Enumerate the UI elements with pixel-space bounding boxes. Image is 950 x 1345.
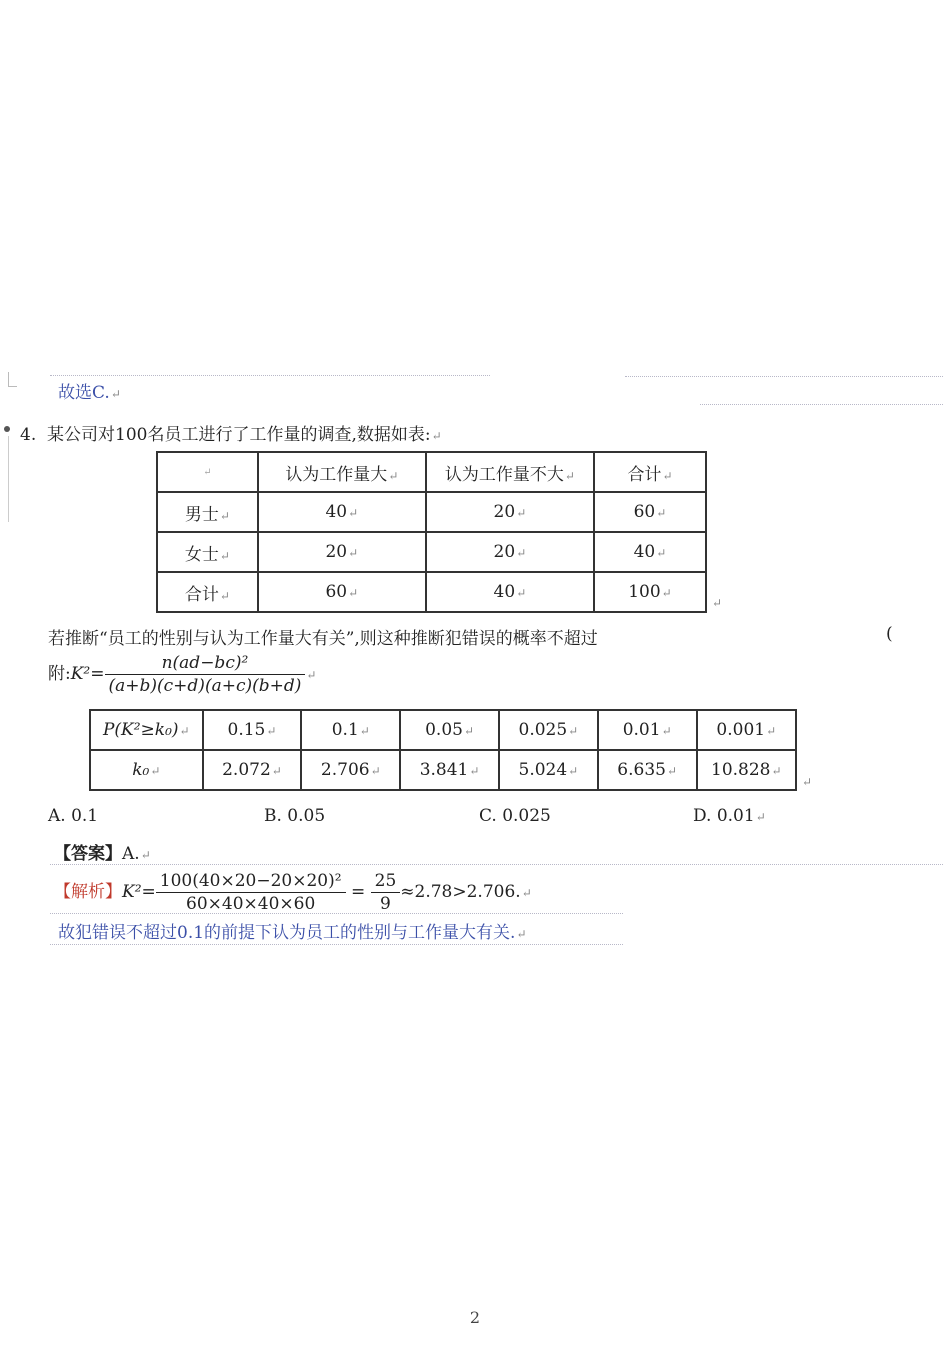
prev-conclusion: 故选C.↵ [58, 383, 121, 403]
table-cell: 0.025↵ [499, 710, 598, 750]
table-row [157, 572, 706, 612]
table-cell: 0.1↵ [301, 710, 400, 750]
answer: 【答案】A.↵ [54, 844, 151, 864]
table-cell: 男士↵ [157, 492, 258, 532]
choice-c: C. 0.025 [479, 806, 551, 826]
table-cell: 6.635↵ [598, 750, 697, 790]
table-cell: 合计↵ [157, 572, 258, 612]
table-cell: 0.01↵ [598, 710, 697, 750]
table-cell: 5.024↵ [499, 750, 598, 790]
contingency-table [156, 451, 707, 613]
analysis-fraction-2: $\frac{25}{9}$ [371, 870, 401, 915]
divider-line [625, 376, 943, 377]
answer-paren: ( [886, 624, 893, 644]
page-number: 2 [469, 1308, 481, 1327]
formula: 附:K²= $\frac{\text{n(ad−bc)²}}{(a+b)(c+d)(a+c)(b+d)}$ ↵ [48, 653, 317, 696]
table-row [157, 532, 706, 572]
table-header-row [157, 452, 706, 492]
divider-line [700, 404, 943, 405]
analysis-formula: 【解析】K²= $\frac{\text{100(40×20−20×20)²}}{60\times 40\times 40\times 60}$ = $\frac{25}{9}$ ≈2.78>2.706.↵ [54, 871, 532, 914]
table-cell: 0.15↵ [203, 710, 302, 750]
table-cell: 40↵ [426, 572, 594, 612]
analysis-conclusion: 故犯错误不超过0.1的前提下认为员工的性别与工作量大有关.↵ [58, 923, 527, 943]
table-row [157, 492, 706, 532]
table-header: 认为工作量不大↵ [426, 452, 594, 492]
divider-line [50, 913, 623, 914]
divider-line [50, 864, 943, 865]
table-row [90, 710, 796, 750]
table-cell: 20↵ [426, 492, 594, 532]
table-cell: 20↵ [258, 532, 426, 572]
bullet-icon [4, 426, 10, 432]
table-cell: 20↵ [426, 532, 594, 572]
table-row-label: k₀↵ [90, 750, 203, 790]
question-prompt: 若推断“员工的性别与认为工作量大有关”,则这种推断犯错误的概率不超过 [48, 629, 598, 649]
choice-d: D. 0.01↵ [693, 806, 766, 826]
choice-a: A. 0.1 [48, 806, 99, 826]
table-cell: 3.841↵ [400, 750, 499, 790]
critical-value-table [89, 709, 797, 791]
table-row [90, 750, 796, 790]
table-header: 认为工作量大↵ [258, 452, 426, 492]
divider-line [50, 375, 490, 376]
table-cell: 100↵ [594, 572, 706, 612]
table-cell: 2.706↵ [301, 750, 400, 790]
margin-bar [8, 436, 9, 522]
table-cell: 40↵ [594, 532, 706, 572]
return-mark: ↵ [712, 596, 723, 610]
table-cell: 女士↵ [157, 532, 258, 572]
table-corner: ↵ [157, 452, 258, 492]
analysis-fraction: $\frac{\text{100(40×20−20×20)²}}{60\times 40\times 40\times 60}$ [156, 870, 346, 915]
formula-fraction: $\frac{\text{n(ad−bc)²}}{(a+b)(c+d)(a+c)(b+d)}$ [105, 652, 306, 697]
table-cell: 0.05↵ [400, 710, 499, 750]
table-cell: 60↵ [258, 572, 426, 612]
choice-b: B. 0.05 [264, 806, 326, 826]
margin-mark [8, 372, 17, 387]
table-cell: 0.001↵ [697, 710, 796, 750]
table-cell: 2.072↵ [203, 750, 302, 790]
table-cell: 10.828↵ [697, 750, 796, 790]
return-mark: ↵ [802, 775, 813, 789]
table-cell: 60↵ [594, 492, 706, 532]
divider-line [50, 944, 623, 945]
table-row-label: P(K²≥k₀)↵ [90, 710, 203, 750]
table-header: 合计↵ [594, 452, 706, 492]
table-cell: 40↵ [258, 492, 426, 532]
question-stem: 4. 某公司对100名员工进行了工作量的调查,数据如表:↵ [20, 425, 442, 445]
